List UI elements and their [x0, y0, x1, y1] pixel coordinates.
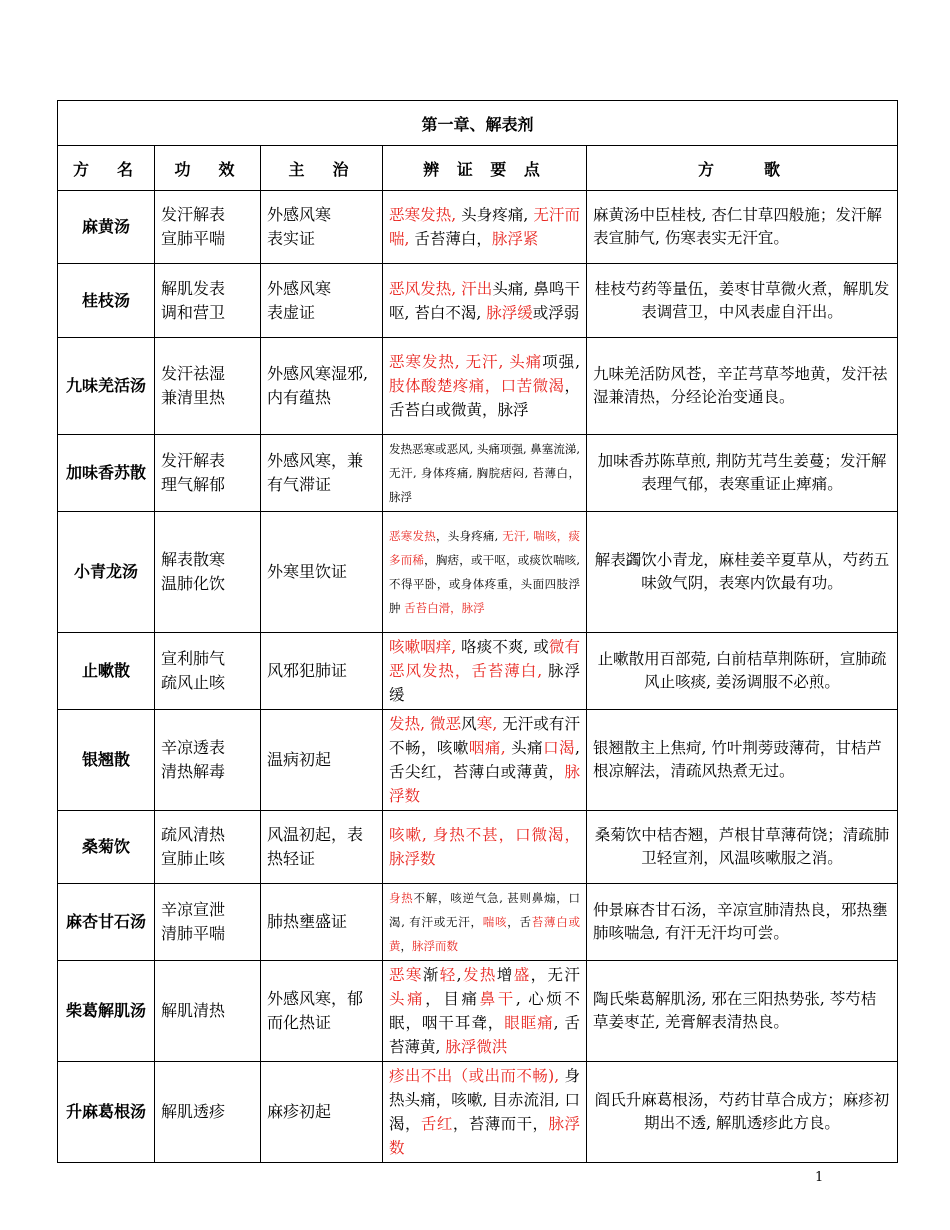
key-symptom-text: , 心烦不眠，咽干耳聋， [389, 990, 580, 1032]
key-symptom-highlight: 舌红 [420, 1115, 453, 1133]
indication-line: 外感风寒，兼有气滞证 [267, 451, 364, 494]
key-symptom-highlight: 恶寒 [389, 966, 423, 984]
key-symptom-text: 发热恶寒或恶风, 头痛项强, 鼻塞流涕, 无汗, 身体疼痛, 胸脘痞闷, 苔薄白，脉浮 [389, 442, 580, 504]
formula-song: 解表蠲饮小青龙，麻桂姜辛夏草从，芍药五味敛气阴，表寒内饮最有功。 [587, 512, 898, 633]
formula-song: 九味羌活防风苍，辛芷芎草芩地黄，发汗祛湿兼清热，分经论治变通良。 [587, 338, 898, 435]
key-symptom-highlight: 发热 [461, 966, 497, 984]
efficacy-line: 发汗解表 [161, 451, 226, 470]
key-symptom-text: 增 [496, 966, 514, 984]
indication-line: 表虚证 [267, 302, 316, 322]
key-symptom-highlight: 恶寒发热 [389, 529, 436, 543]
formula-name: 九味羌活汤 [58, 338, 155, 435]
table-row [58, 811, 898, 884]
key-points-cell [383, 435, 587, 512]
efficacy-cell [155, 264, 261, 338]
formula-name: 桂枝汤 [58, 264, 155, 338]
efficacy-line: 辛凉宣泄 [161, 900, 226, 919]
formula-name: 止嗽散 [58, 633, 155, 710]
indication-cell [261, 884, 383, 961]
efficacy-line: 解表散寒 [161, 550, 226, 569]
key-symptom-highlight: 脉浮紧 [491, 230, 539, 248]
key-points-cell [383, 512, 587, 633]
indication-cell [261, 710, 383, 811]
chapter-title: 第一章、解表剂 [58, 101, 898, 146]
indication-cell [261, 435, 383, 512]
key-symptom-highlight: 喘咳 [482, 915, 508, 929]
indication-line: 外感风寒 [267, 278, 332, 298]
key-symptom-text: 项强, [542, 353, 580, 371]
indication-cell [261, 264, 383, 338]
indication-line: 风邪犯肺证 [267, 661, 348, 680]
key-symptom-highlight: 脉浮而数 [412, 939, 458, 953]
efficacy-cell [155, 512, 261, 633]
indication-cell [261, 633, 383, 710]
key-symptom-highlight: 无汗, 喘咳，痰多而稀 [389, 529, 580, 567]
indication-line: 风温初起，表热轻证 [267, 825, 364, 868]
key-symptom-highlight: 咽痛, [468, 739, 506, 757]
indication-line: 外寒里饮证 [267, 562, 348, 581]
indication-line: 外感风寒湿邪, 内有蕴热 [267, 364, 369, 407]
efficacy-cell [155, 884, 261, 961]
key-symptom-highlight: 咳嗽咽痒, [389, 638, 457, 656]
efficacy-cell [155, 191, 261, 264]
key-symptom-highlight: 脉浮数 [389, 1115, 580, 1157]
key-symptom-highlight: 疹出不出（或出而不畅), [389, 1067, 560, 1085]
table-row [58, 191, 898, 264]
formula-name: 桑菊饮 [58, 811, 155, 884]
key-symptom-highlight: 脉浮缓 [486, 303, 533, 322]
key-points-cell [383, 264, 587, 338]
formula-name: 升麻葛根汤 [58, 1062, 155, 1163]
indication-line: 表实证 [267, 229, 316, 248]
efficacy-line: 宣利肺气 [161, 649, 226, 668]
table-row [58, 264, 898, 338]
key-symptom-text: ，头身疼痛, [435, 529, 503, 543]
key-symptom-highlight: 肢体酸楚疼痛，口苦微渴 [389, 377, 565, 395]
key-symptom-text: ，目痛 [425, 990, 480, 1008]
key-symptom-text: 风 [461, 715, 477, 733]
key-symptom-highlight: 恶风发热, 汗出 [389, 279, 493, 298]
efficacy-line: 解肌透疹 [161, 1102, 226, 1121]
key-symptom-text: ，苔薄而干， [452, 1115, 549, 1133]
table-row [58, 710, 898, 811]
key-symptom-highlight: 头痛 [389, 990, 426, 1008]
key-symptom-text: 头痛, 鼻鸣干呕, 苔白不渴, [389, 279, 580, 322]
key-symptom-text: 或浮弱 [532, 303, 580, 322]
indication-line: 麻疹初起 [267, 1102, 332, 1121]
key-points-cell [383, 961, 587, 1062]
efficacy-line: 疏风止咳 [161, 673, 226, 692]
header-efficacy: 功 效 [155, 146, 261, 191]
key-points-cell [383, 1062, 587, 1163]
key-symptom-text: , [456, 966, 462, 984]
header-key-points: 辨 证 要 点 [383, 146, 587, 191]
key-symptom-highlight: 脉浮数 [389, 763, 580, 805]
formula-name: 银翘散 [58, 710, 155, 811]
efficacy-line: 发汗祛湿 [161, 364, 226, 383]
formula-name: 麻杏甘石汤 [58, 884, 155, 961]
efficacy-cell [155, 435, 261, 512]
key-symptom-highlight: 苔薄白或黄 [389, 915, 581, 953]
key-symptom-text: ，无汗 [530, 966, 580, 984]
indication-line: 外感风寒 [267, 205, 332, 224]
key-symptom-text: ，舌苔白或微黄，脉浮 [389, 377, 580, 419]
table-row [58, 435, 898, 512]
header-row [58, 146, 898, 191]
efficacy-line: 温肺化饮 [161, 574, 226, 593]
key-symptom-text: , 舌尖红，苔薄白或薄黄， [389, 739, 580, 781]
efficacy-line: 发汗解表 [161, 205, 226, 224]
indication-cell [261, 961, 383, 1062]
key-points-cell [383, 338, 587, 435]
key-symptom-highlight: 无汗而喘, [389, 206, 580, 248]
formula-song: 阎氏升麻葛根汤，芍药甘草合成方；麻疹初期出不透, 解肌透疹此方良。 [587, 1062, 898, 1163]
formula-name: 麻黄汤 [58, 191, 155, 264]
efficacy-line: 调和营卫 [161, 302, 226, 322]
formula-name: 小青龙汤 [58, 512, 155, 633]
efficacy-cell [155, 710, 261, 811]
efficacy-line: 清热解毒 [161, 762, 226, 781]
table-row [58, 633, 898, 710]
key-symptom-highlight: 恶寒发热, [389, 206, 457, 224]
key-symptom-text: 渐 [422, 966, 440, 984]
header-name: 方 名 [58, 146, 155, 191]
key-symptom-text: 无汗或有汗不畅，咳嗽 [389, 715, 580, 757]
key-symptom-highlight: 轻 [439, 966, 457, 984]
key-symptom-highlight: 鼻干 [479, 990, 516, 1008]
key-symptom-text: 身热头痛，咳嗽, 目赤流泪, 口渴， [389, 1067, 580, 1133]
formula-song: 仲景麻杏甘石汤，辛凉宣肺清热良，邪热壅肺咳喘急, 有汗无汗均可尝。 [587, 884, 898, 961]
efficacy-line: 辛凉透表 [161, 738, 226, 757]
indication-cell [261, 811, 383, 884]
table-row [58, 1062, 898, 1163]
key-symptom-highlight: 口渴 [543, 739, 576, 757]
key-symptom-highlight: 身热 [389, 891, 414, 905]
header-song: 方 歌 [587, 146, 898, 191]
key-symptom-text: 头痛 [505, 739, 544, 757]
indication-line: 温病初起 [267, 750, 332, 769]
efficacy-line: 清肺平喘 [161, 924, 226, 943]
efficacy-line: 兼清里热 [161, 388, 226, 407]
key-symptom-text: 咯痰不爽, 或 [456, 638, 549, 656]
table-row [58, 338, 898, 435]
key-symptom-text: 头身疼痛, [456, 206, 534, 224]
formula-song: 桂枝芍药等量伍，姜枣甘草微火煮，解肌发表调营卫，中风表虚自汗出。 [587, 264, 898, 338]
page-number: 1 [815, 1170, 824, 1185]
key-symptom-highlight: 微有恶风发热，舌苔薄白, [389, 638, 580, 680]
key-symptom-highlight: 恶寒发热, 无汗, 头痛 [389, 353, 543, 371]
indication-line: 外感风寒，郁而化热证 [267, 989, 364, 1032]
efficacy-cell [155, 338, 261, 435]
formula-song: 银翘散主上焦疴, 竹叶荆蒡豉薄荷，甘桔芦根凉解法，清疏风热煮无过。 [587, 710, 898, 811]
key-points-cell [383, 884, 587, 961]
efficacy-line: 解肌清热 [161, 1001, 226, 1020]
indication-cell [261, 512, 383, 633]
key-symptom-highlight: 咳嗽, 身热不甚，口微渴，脉浮数 [389, 826, 580, 868]
key-symptom-text: 不解，咳逆气急, 甚则鼻煽，口渴, 有汗或无汗， [389, 891, 581, 929]
efficacy-line: 解肌发表 [161, 278, 226, 298]
formula-song: 桑菊饮中桔杏翘，芦根甘草薄荷饶；清疏肺卫轻宣剂，风温咳嗽服之消。 [587, 811, 898, 884]
key-symptom-text: ， [400, 939, 412, 953]
indication-cell [261, 191, 383, 264]
formula-song: 加味香苏陈草煎, 荆防艽芎生姜蔓；发汗解表理气郁，表寒重证止痺痛。 [587, 435, 898, 512]
key-symptom-highlight: 寒, [476, 715, 498, 733]
efficacy-cell [155, 633, 261, 710]
indication-cell [261, 338, 383, 435]
key-symptom-text: ，舌 [507, 915, 532, 929]
formula-name: 加味香苏散 [58, 435, 155, 512]
formula-table [57, 100, 898, 1163]
formula-song: 麻黄汤中臣桂枝, 杏仁甘草四般施；发汗解表宣肺气, 伤寒表实无汗宜。 [587, 191, 898, 264]
table-row [58, 884, 898, 961]
efficacy-cell [155, 961, 261, 1062]
key-symptom-text: 舌苔薄白， [409, 230, 492, 248]
key-symptom-text: 脉浮缓 [389, 662, 580, 704]
efficacy-cell [155, 811, 261, 884]
key-points-cell [383, 191, 587, 264]
key-points-cell [383, 633, 587, 710]
efficacy-line: 宣肺平喘 [161, 229, 226, 248]
key-points-cell [383, 710, 587, 811]
efficacy-line: 宣肺止咳 [161, 849, 226, 868]
table-row [58, 512, 898, 633]
formula-song: 止嗽散用百部菀, 白前桔草荆陈研，宣肺疏风止咳痰, 姜汤调服不必煎。 [587, 633, 898, 710]
header-indication: 主 治 [261, 146, 383, 191]
efficacy-line: 疏风清热 [161, 825, 226, 844]
indication-cell [261, 1062, 383, 1163]
key-symptom-highlight: 盛 [513, 966, 531, 984]
efficacy-line: 理气解郁 [161, 475, 226, 494]
key-symptom-highlight: 眼眶痛 [504, 1014, 554, 1032]
efficacy-cell [155, 1062, 261, 1163]
key-symptom-highlight: 发热, 微恶 [389, 715, 462, 733]
key-symptom-text: , 舌苔薄黄, [389, 1014, 580, 1056]
key-points-cell [383, 811, 587, 884]
formula-song: 陶氏柴葛解肌汤, 邪在三阳热势张, 芩芍桔草姜枣芷, 羌膏解表清热良。 [587, 961, 898, 1062]
indication-line: 肺热壅盛证 [267, 912, 348, 931]
table-row [58, 961, 898, 1062]
key-symptom-highlight: 脉浮微洪 [445, 1038, 508, 1056]
key-symptom-highlight: 舌苔白滑，脉浮 [404, 601, 485, 615]
key-symptom-text: ，胸痞，或干呕，或痰饮喘咳, 不得平卧，或身体疼重，头面四肢浮肿 [389, 553, 581, 615]
formula-name: 柴葛解肌汤 [58, 961, 155, 1062]
